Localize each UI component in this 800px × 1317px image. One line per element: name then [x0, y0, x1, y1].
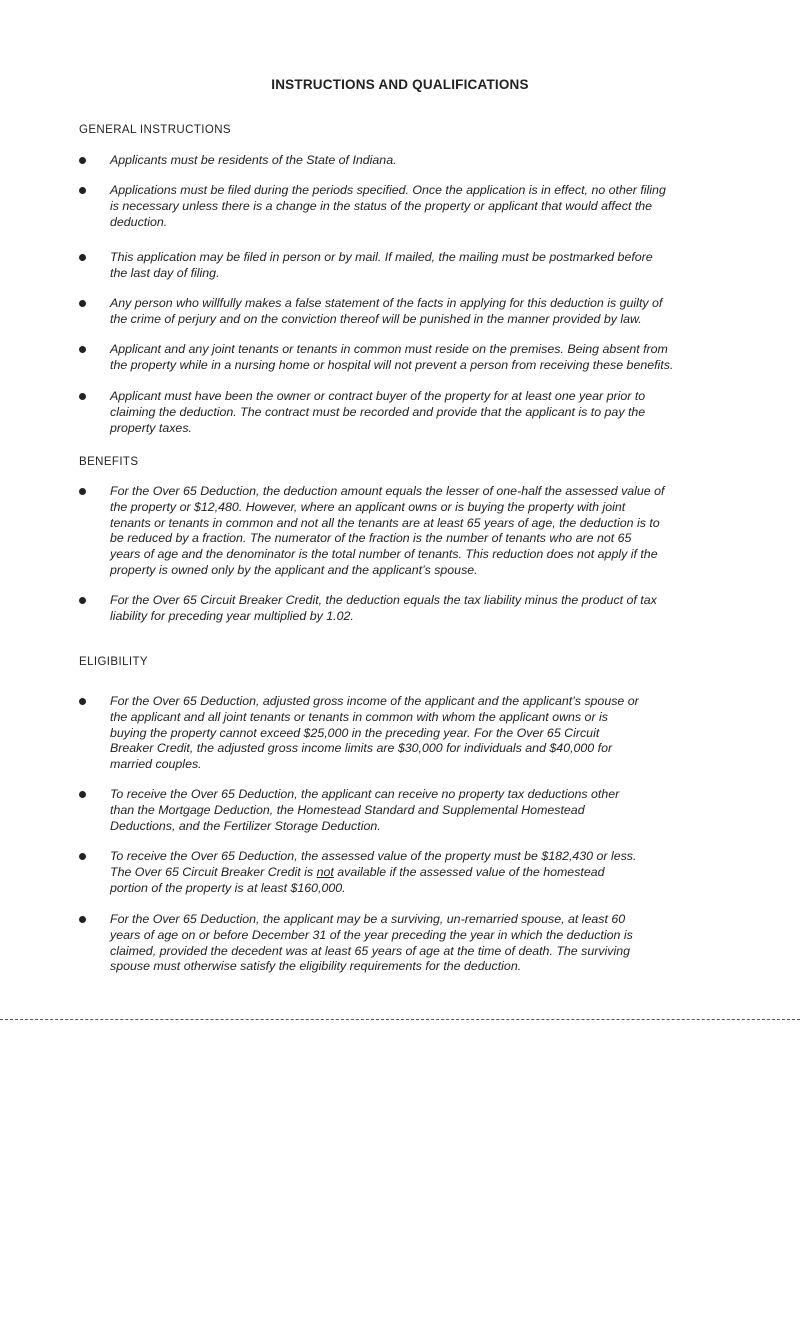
bullet-icon — [79, 916, 86, 923]
bullet-icon — [79, 597, 86, 604]
text-line: be reduced by a fraction. The numerator of the fraction is the number of tenants who are not 65 — [110, 531, 632, 546]
item-text — [110, 296, 662, 328]
text-line: claiming the deduction. The contract must be recorded and provide that the applicant is to pay the — [110, 404, 646, 419]
underlined-emphasis: not — [316, 864, 334, 879]
text-line: the crime of perjury and on the conviction thereof will be punished in the manner provided by law. — [110, 311, 642, 326]
text-line: To receive the Over 65 Deduction, the assessed value of the property must be $182,430 or less. — [110, 849, 637, 863]
text-line: For the Over 65 Deduction, adjusted gross income of the applicant and the applicant’s spouse or — [110, 694, 639, 708]
bullet-icon — [79, 393, 86, 400]
text-line: buying the property cannot exceed $25,000 in the preceding year. For the Over 65 Circuit — [110, 725, 600, 740]
text-line: Applicants must be residents of the State of Indiana. — [110, 153, 397, 167]
text-line: Applicant and any joint tenants or tenants in common must reside on the premises. Being absent from — [110, 342, 668, 356]
text-line: To receive the Over 65 Deduction, the applicant can receive no property tax deductions other — [110, 787, 620, 801]
text-line: The Over 65 Circuit Breaker Credit is not available if the assessed value of the homestead — [110, 864, 605, 879]
item-text — [110, 694, 639, 773]
page-title: INSTRUCTIONS AND QUALIFICATIONS — [271, 77, 529, 92]
text-line: For the Over 65 Deduction, the applicant may be a surviving, un-remarried spouse, at least 60 — [110, 912, 626, 926]
text-line: claimed, provided the decedent was at least 65 years of age at the time of death. The surviving — [110, 943, 631, 958]
text-line: Any person who willfully makes a false statement of the facts in applying for this deduction is guilty of — [110, 296, 663, 310]
bullet-icon — [79, 488, 86, 495]
text-line: property taxes. — [110, 420, 192, 435]
text-line: deduction. — [110, 214, 168, 229]
text-line: Deductions, and the Fertilizer Storage Deduction. — [110, 818, 381, 833]
bullet-icon — [79, 698, 86, 705]
bullet-icon — [79, 300, 86, 307]
bullet-icon — [79, 346, 86, 353]
text-line: property is owned only by the applicant and the applicant’s spouse. — [110, 562, 478, 577]
section-heading: ELIGIBILITY — [79, 656, 148, 668]
text-line: Applicant must have been the owner or contract buyer of the property for at least one year prior to — [110, 389, 646, 403]
text-line: is necessary unless there is a change in the status of the property or applicant that would affect the — [110, 198, 653, 213]
text-line: the last day of filing. — [110, 265, 220, 280]
text-line: Applications must be filed during the periods specified. Once the application is in effect, no other filing — [110, 183, 666, 197]
text-line: years of age and the denominator is the total number of tenants. This reduction does not apply if the — [110, 547, 658, 562]
text-line: For the Over 65 Circuit Breaker Credit, the deduction equals the tax liability minus the product of tax — [110, 593, 657, 607]
bullet-icon — [79, 791, 86, 798]
text-line: spouse must otherwise satisfy the eligibility requirements for the deduction. — [110, 959, 522, 974]
item-text — [110, 183, 666, 230]
item-text — [110, 593, 657, 625]
item-text — [110, 342, 673, 374]
text-line: the applicant and all joint tenants or tenants in common with whom the applicant owns or is — [110, 709, 608, 724]
bullet-icon — [79, 853, 86, 860]
item-text — [110, 912, 633, 975]
text-line: This application may be filed in person or by mail. If mailed, the mailing must be postmarked before — [110, 250, 653, 264]
item-text — [110, 787, 619, 834]
bullet-icon — [79, 187, 86, 194]
item-text — [110, 153, 397, 169]
item-text — [110, 389, 645, 436]
bullet-icon — [79, 254, 86, 261]
text-line: For the Over 65 Deduction, the deduction amount equals the lesser of one-half the assessed value of — [110, 484, 665, 498]
text-line: the property or $12,480. However, where an applicant owns or is buying the property with joint — [110, 499, 626, 514]
text-line: married couples. — [110, 757, 202, 772]
bullet-icon — [79, 157, 86, 164]
text-line: years of age on or before December 31 of the year preceding the year in which the deduction is — [110, 927, 633, 942]
text-line: tenants or tenants in common and not all the tenants are at least 65 years of age, the deduction is to — [110, 515, 660, 530]
text-line: than the Mortgage Deduction, the Homestead Standard and Supplemental Homestead — [110, 802, 585, 817]
section-heading: GENERAL INSTRUCTIONS — [79, 124, 231, 136]
item-text — [110, 849, 636, 896]
item-text — [110, 484, 664, 579]
text-line: Breaker Credit, the adjusted gross income limits are $30,000 for individuals and $40,000 for — [110, 741, 613, 756]
item-text — [110, 250, 653, 282]
section-heading: BENEFITS — [79, 456, 139, 468]
text-line: portion of the property is at least $160,000. — [110, 880, 346, 895]
text-line: liability for preceding year multiplied by 1.02. — [110, 608, 354, 623]
text-line: the property while in a nursing home or hospital will not prevent a person from receiving these benefits. — [110, 357, 674, 372]
dashed-cut-line — [0, 1019, 800, 1020]
